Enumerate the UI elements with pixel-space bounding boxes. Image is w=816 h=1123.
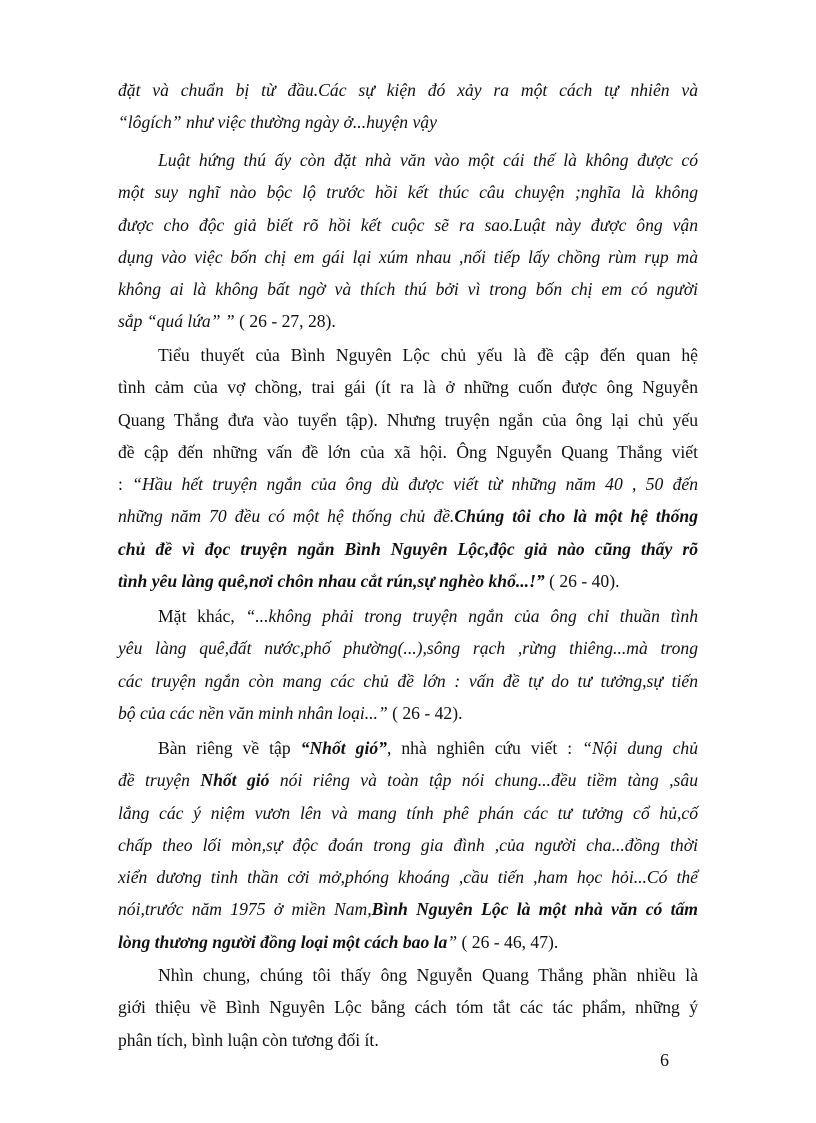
- paragraph-6: [118, 959, 698, 1056]
- text-run: xiển dương tinh thần cởi mở,phóng khoáng ,cầu tiến ,ham học hỏi...Có thể: [118, 867, 698, 888]
- paragraph-4: [118, 600, 698, 729]
- text-line: [118, 273, 698, 305]
- text-line: [118, 305, 698, 337]
- text-line: [118, 106, 698, 138]
- text-line: [118, 533, 698, 565]
- text-run: ( 26 - 27, 28).: [234, 311, 336, 332]
- text-line: [118, 697, 698, 729]
- text-line: [118, 829, 698, 861]
- text-run: :: [118, 474, 133, 495]
- paragraph-5: [118, 732, 698, 958]
- text-line: [118, 797, 698, 829]
- text-run: “...không phải trong truyện ngắn của ông chỉ thuần tình: [245, 606, 699, 626]
- text-run: các truyện ngắn còn mang các chủ đề lớn : vấn đề tự do tư tưởng,sự tiến: [118, 670, 698, 691]
- text-run: ( 26 - 46, 47).: [457, 931, 559, 952]
- text-line: [118, 339, 698, 371]
- text-line: [118, 565, 698, 597]
- paragraph-3: [118, 339, 698, 597]
- text-run: đề cập đến những vấn đề lớn của xã hội. Ông Nguyễn Quang Thắng viết: [118, 441, 698, 462]
- text-run: một suy nghĩ nào bộc lộ trước hồi kết thúc câu chuyện ;nghĩa là không: [118, 182, 698, 203]
- text-line: [118, 665, 698, 697]
- text-run: nói riêng và toàn tập nói chung...đều tiềm tàng ,sâu: [269, 770, 698, 791]
- text-line: [118, 632, 698, 664]
- text-run: nói,trước năm 1975 ở miền Nam,: [118, 899, 372, 920]
- text-run: ”: [447, 931, 458, 952]
- text-line: [118, 991, 698, 1023]
- text-run: ( 26 - 42).: [387, 702, 463, 723]
- text-line: [118, 74, 698, 106]
- text-run: chủ đề vì đọc truyện ngắn Bình Nguyên Lộc,độc giả nào cũng thấy rõ: [118, 538, 698, 559]
- text-run: đặt và chuẩn bị từ đầu.Các sự kiện đó xảy ra một cách tự nhiên và: [118, 80, 698, 100]
- text-run: “Hầu hết truyện ngắn của ông dù được viết từ những năm 40 , 50 đến: [132, 474, 698, 495]
- text-run: Tiểu thuyết của Bình Nguyên Lộc chủ yếu là đề cập đến quan hệ: [158, 345, 698, 365]
- text-run: giới thiệu về Bình Nguyên Lộc bằng cách tóm tắt các tác phẩm, những ý: [118, 997, 698, 1018]
- text-line: [118, 600, 698, 632]
- text-run: chấp theo lối mòn,sự độc đoán trong gia đình ,của người cha...đồng thời: [118, 834, 698, 855]
- text-line: [118, 893, 698, 925]
- text-run: tình cảm của vợ chồng, trai gái (ít ra là ở những cuốn được ông Nguyễn: [118, 377, 698, 398]
- text-line: [118, 176, 698, 208]
- text-line: [118, 371, 698, 403]
- text-run: Chúng tôi cho là một hệ thống: [454, 506, 698, 527]
- text-run: Nhìn chung, chúng tôi thấy ông Nguyễn Quang Thắng phần nhiều là: [158, 965, 698, 985]
- text-line: [118, 500, 698, 532]
- text-run: không ai là không bất ngờ và thích thú bởi vì trong bốn chị em có người: [118, 279, 698, 300]
- text-run: Quang Thắng đưa vào tuyển tập). Nhưng truyện ngắn của ông lại chủ yếu: [118, 409, 698, 430]
- text-run: sắp “quá lứa” ”: [118, 311, 235, 332]
- text-run: lòng thương người đồng loại một cách bao la: [118, 931, 448, 952]
- text-line: [118, 404, 698, 436]
- text-run: , nhà nghiên cứu viết :: [386, 738, 583, 758]
- text-line: [118, 241, 698, 273]
- text-run: Bàn riêng về tập: [158, 738, 301, 758]
- text-line: [118, 468, 698, 500]
- text-run: lắng các ý niệm vươn lên và mang tính phê phán các tư tưởng cổ hủ,cố: [118, 802, 698, 823]
- paragraph-1: [118, 74, 698, 139]
- text-run: yêu làng quê,đất nước,phố phường(...),sông rạch ,rừng thiêng...mà trong: [118, 638, 698, 659]
- text-run: Bình Nguyên Lộc là một nhà văn có tấm: [371, 899, 698, 920]
- text-line: [118, 144, 698, 176]
- text-line: [118, 926, 698, 958]
- text-line: [118, 861, 698, 893]
- text-run: dụng vào việc bốn chị em gái lại xúm nhau ,nối tiếp lấy chồng rùm rụp mà: [118, 246, 698, 267]
- text-line: [118, 1024, 698, 1056]
- text-run: được cho độc giả biết rõ hồi kết cuộc sẽ ra sao.Luật này được ông vận: [118, 214, 698, 235]
- text-run: Luật hứng thú ấy còn đặt nhà văn vào một cái thế là không được có: [158, 150, 698, 170]
- text-line: [118, 959, 698, 991]
- text-line: [118, 209, 698, 241]
- text-run: đề truyện: [118, 770, 201, 791]
- text-line: [118, 764, 698, 796]
- text-run: bộ của các nền văn minh nhân loại...”: [118, 702, 388, 723]
- text-run: “Nhốt gió”: [300, 738, 387, 758]
- paragraph-2: [118, 144, 698, 338]
- text-run: “Nội dung chủ: [582, 738, 699, 758]
- text-run: những năm 70 đều có một hệ thống chủ đề.: [118, 506, 455, 527]
- text-run: Nhốt gió: [200, 770, 270, 791]
- page-number: 6: [660, 1050, 669, 1070]
- text-run: tình yêu làng quê,nơi chôn nhau cắt rún,sự nghèo khổ...!”: [118, 571, 545, 592]
- text-run: phân tích, bình luận còn tương đối ít.: [118, 1029, 379, 1050]
- text-line: [118, 732, 698, 764]
- text-run: “lôgích” như việc thường ngày ở...huyện vậy: [118, 112, 437, 133]
- text-run: ( 26 - 40).: [544, 571, 620, 592]
- text-line: [118, 436, 698, 468]
- text-run: Mặt khác,: [158, 606, 246, 626]
